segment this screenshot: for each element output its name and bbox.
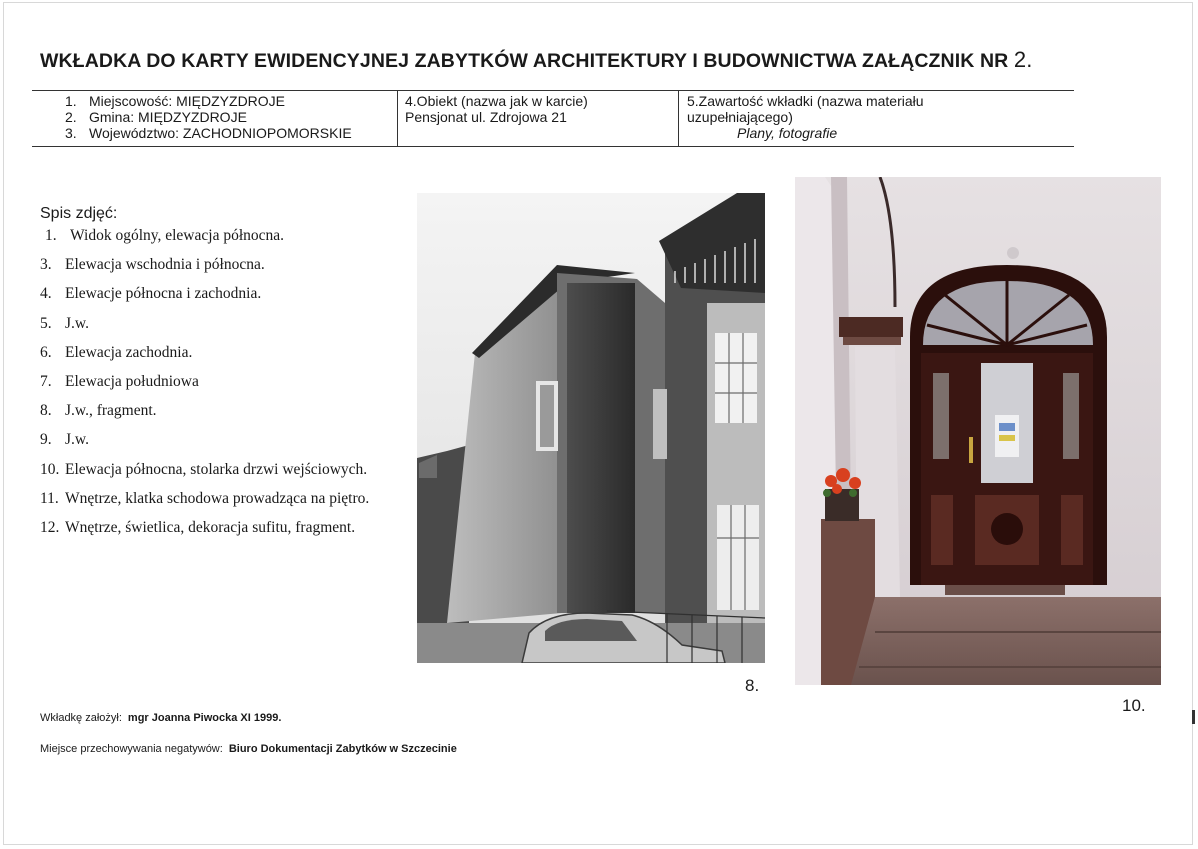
photo-number-8: 8. xyxy=(745,676,760,695)
author-line: Wkładkę założył: mgr Joanna Piwocka XI 1999. xyxy=(40,712,282,724)
location-column xyxy=(32,91,398,146)
attachment-number: 2. xyxy=(1013,47,1033,72)
list-item: 7. Elewacja południowa xyxy=(40,372,199,390)
object-value: Pensjonat ul. Zdrojowa 21 xyxy=(405,109,567,125)
list-item: 12. Wnętrze, świetlica, dekoracja sufitu, fragment. xyxy=(40,518,356,536)
list-item: 4. Elewacje północna i zachodnia. xyxy=(40,285,262,303)
photo-number-10: 10. xyxy=(1122,696,1146,715)
list-item: 9. J.w. xyxy=(40,431,89,449)
location-row: 1. Miejscowość: MIĘDZYZDROJE xyxy=(65,93,286,109)
list-item: 1. Widok ogólny, elewacja północna. xyxy=(45,227,285,244)
content-label: 5.Zawartość wkładki (nazwa materiału xyxy=(687,93,924,109)
object-column xyxy=(398,91,679,146)
content-label-cont: uzupełniającego) xyxy=(687,109,793,125)
list-item: 10. Elewacja północna, stolarka drzwi wejściowych. xyxy=(40,460,368,478)
voivodeship-row: 3. Województwo: ZACHODNIOPOMORSKIE xyxy=(65,125,352,141)
object-label: 4.Obiekt (nazwa jak w karcie) xyxy=(405,93,588,109)
municipality-row: 2. Gmina: MIĘDZYZDROJE xyxy=(65,109,247,125)
list-item: 5. J.w. xyxy=(40,314,89,332)
building-photo xyxy=(417,193,765,663)
photo-list-heading: Spis zdjęć: xyxy=(40,205,118,222)
document-title: WKŁADKA DO KARTY EWIDENCYJNEJ ZABYTKÓW ARCHITEKTURY I BUDOWNICTWA ZAŁĄCZNIK NR 2. xyxy=(40,47,1033,72)
content-value: Plany, fotografie xyxy=(737,125,838,141)
entrance-door-illustration xyxy=(795,177,1161,685)
entrance-door-photo xyxy=(795,177,1161,685)
scan-edge-mark xyxy=(1192,710,1195,724)
list-item: 6. Elewacja zachodnia. xyxy=(40,343,193,361)
building-photo-illustration xyxy=(417,193,765,663)
list-item: 3. Elewacja wschodnia i północna. xyxy=(40,256,265,274)
list-item: 11. Wnętrze, klatka schodowa prowadząca na piętro. xyxy=(40,489,370,507)
storage-line: Miejsce przechowywania negatywów: Biuro Dokumentacji Zabytków w Szczecinie xyxy=(40,743,457,755)
header-table xyxy=(32,90,1074,147)
photo-list xyxy=(40,226,369,547)
content-column xyxy=(679,91,1074,146)
list-item: 8. J.w., fragment. xyxy=(40,402,157,420)
